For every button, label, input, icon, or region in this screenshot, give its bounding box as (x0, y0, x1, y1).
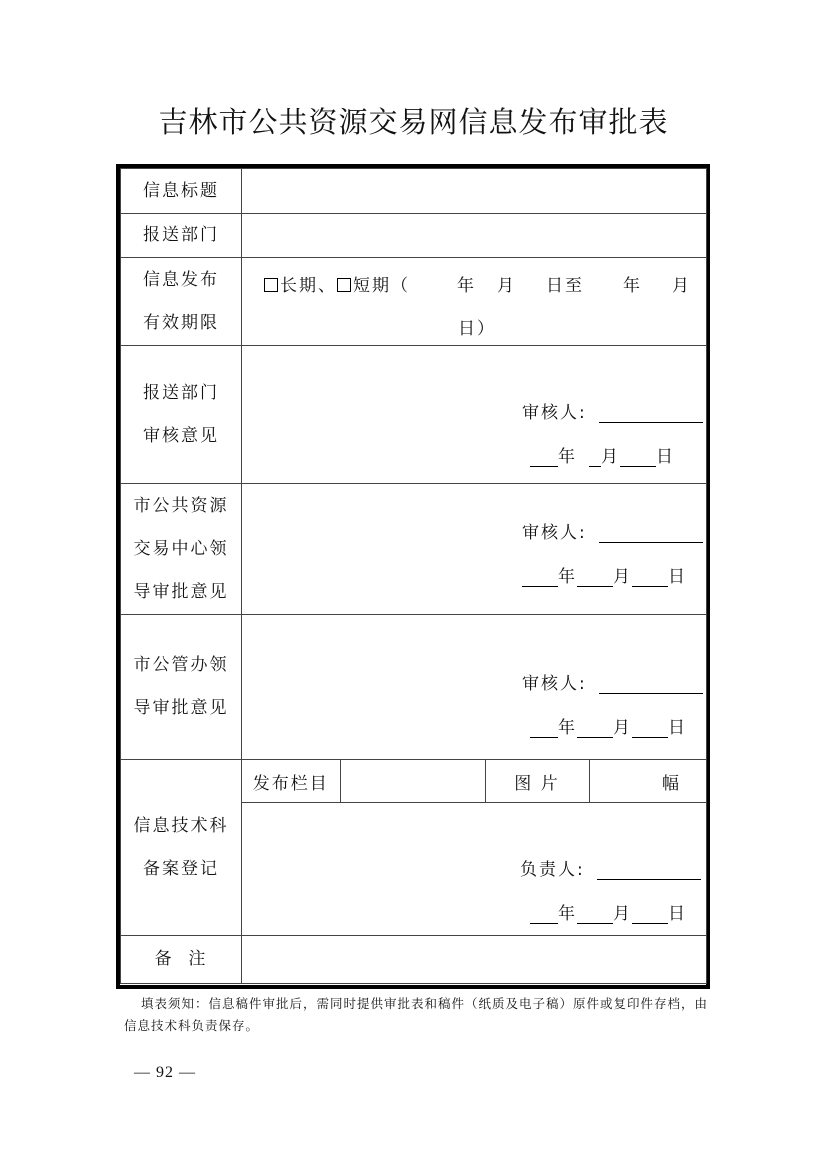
long-term-label: 长期、 (280, 275, 337, 296)
submit-dept-label: 报送部门 (121, 214, 242, 258)
info-title-label: 信息标题 (121, 169, 242, 214)
filling-notice: 填表须知：信息稿件审批后，需同时提供审批表和稿件（纸质及电子稿）原件或复印件存档，由信息技术科负责保存。 (124, 996, 709, 1033)
center-opinion-field[interactable]: 审核人: 年 月 日 (242, 484, 707, 615)
remarks-label: 备 注 (121, 936, 242, 984)
picture-label: 图 片 (485, 760, 589, 802)
row-office-opinion (121, 615, 707, 760)
info-title-field[interactable] (242, 169, 707, 214)
dept-reviewer-label: 审核人: (522, 403, 587, 423)
center-reviewer-label: 审核人: (522, 523, 587, 543)
tech-record-sign-field[interactable]: 负责人: 年 月 日 (242, 803, 707, 936)
dept-opinion-label: 报送部门 审核意见 (121, 346, 242, 484)
end-month-label: 月 (672, 275, 691, 296)
short-term-checkbox[interactable] (337, 278, 351, 292)
short-term-label: 短期（ (353, 275, 410, 296)
end-year-label: 年 (623, 275, 642, 296)
validity-label: 信息发布 有效期限 (121, 258, 242, 346)
validity-field (242, 258, 707, 346)
office-reviewer-blank[interactable] (599, 675, 703, 694)
publish-column-field[interactable] (340, 760, 485, 802)
start-year-label: 年 (457, 275, 476, 296)
publish-column-label: 发布栏目 (252, 773, 329, 794)
form-title: 吉林市公共资源交易网信息发布审批表 (158, 105, 669, 139)
row-center-opinion (121, 484, 707, 615)
row-dept-opinion (121, 346, 707, 484)
center-reviewer-blank[interactable] (599, 524, 703, 543)
row-remarks (121, 936, 707, 984)
row-submit-dept (121, 214, 707, 258)
row-validity (121, 258, 707, 346)
page-number: — 92 — (134, 1064, 196, 1081)
tech-record-label: 信息技术科 备案登记 (121, 760, 242, 936)
office-opinion-label: 市公管办领 导审批意见 (121, 615, 242, 760)
long-term-checkbox[interactable] (264, 278, 278, 292)
submit-dept-field[interactable] (242, 214, 707, 258)
dept-opinion-field[interactable]: 审核人: 年 月 日 (242, 346, 707, 484)
dept-reviewer-blank[interactable] (599, 404, 703, 423)
responsible-label: 负责人: (520, 860, 585, 880)
row-tech-record (121, 760, 707, 803)
remarks-field[interactable] (242, 936, 707, 984)
tech-record-columns (242, 760, 707, 803)
end-day-label: 日） (458, 318, 496, 339)
picture-count-unit: 幅 (662, 773, 681, 794)
approval-form (120, 168, 707, 984)
responsible-blank[interactable] (597, 861, 701, 880)
row-info-title (121, 169, 707, 214)
day-to-label: 日至 (546, 275, 584, 296)
picture-count-field[interactable] (589, 760, 707, 802)
office-reviewer-label: 审核人: (522, 674, 587, 694)
center-opinion-label: 市公共资源 交易中心领 导审批意见 (121, 484, 242, 615)
office-opinion-field[interactable]: 审核人: 年 月 日 (242, 615, 707, 760)
start-month-label: 月 (497, 275, 516, 296)
